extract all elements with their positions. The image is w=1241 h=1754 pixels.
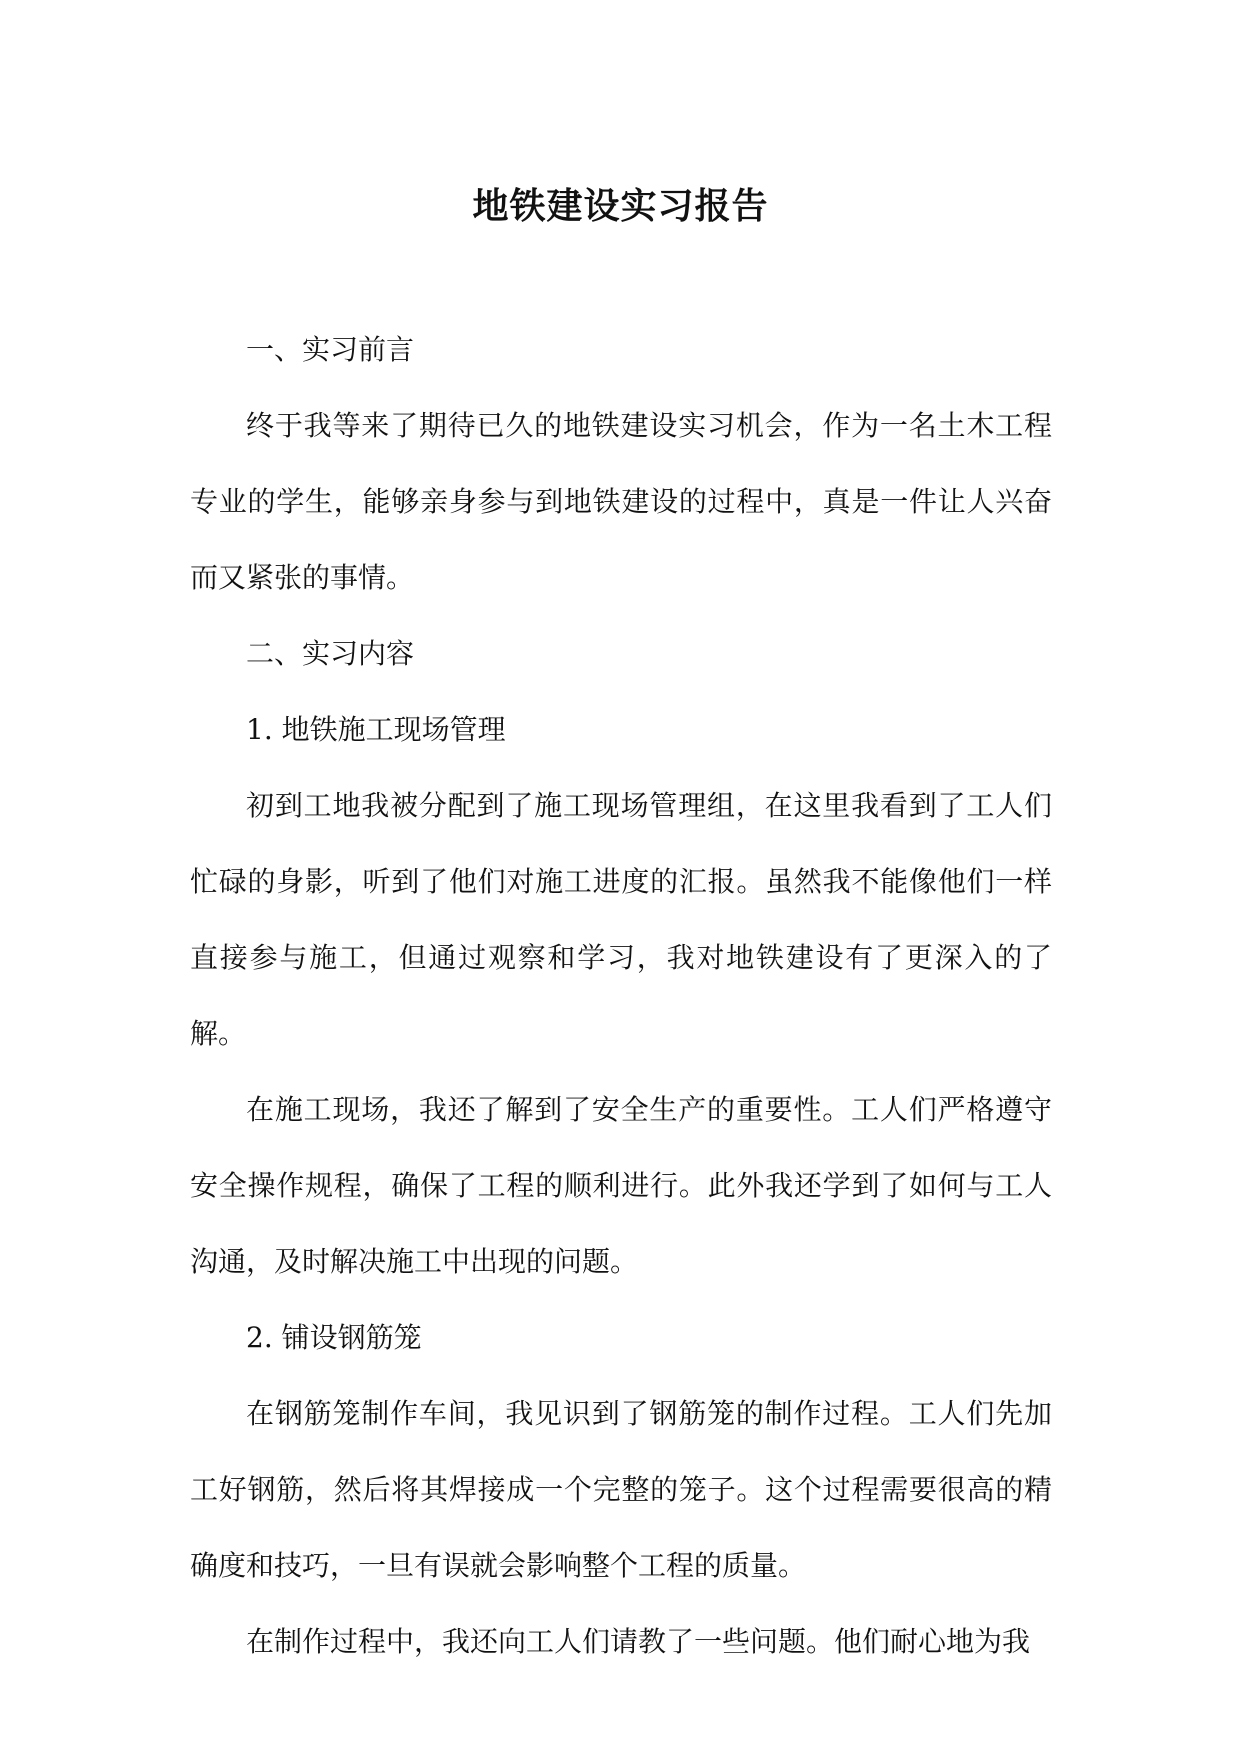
paragraph-site-management-2: 在施工现场，我还了解到了安全生产的重要性。工人们严格遵守安全操作规程，确保了工程的顺利进行。此外我还学到了如何与工人沟通，及时解决施工中出现的问题。	[190, 1093, 1052, 1278]
paragraph-preface: 终于我等来了期待已久的地铁建设实习机会，作为一名土木工程专业的学生，能够亲身参与到地铁建设的过程中，真是一件让人兴奋而又紧张的事情。	[190, 409, 1052, 594]
section-heading-content: 二、实习内容	[246, 637, 415, 670]
document-body	[190, 312, 1052, 1680]
paragraph-rebar-cage-2: 在制作过程中，我还向工人们请教了一些问题。他们耐心地为我	[246, 1625, 1031, 1658]
section-heading-preface: 一、实习前言	[246, 333, 415, 366]
paragraph-site-management-1: 初到工地我被分配到了施工现场管理组，在这里我看到了工人们忙碌的身影，听到了他们对施工进度的汇报。虽然我不能像他们一样直接参与施工，但通过观察和学习，我对地铁建设有了更深入的了解。	[190, 789, 1052, 1050]
subsection-heading-rebar-cage: 2. 铺设钢筋笼	[246, 1321, 422, 1354]
paragraph-rebar-cage-1: 在钢筋笼制作车间，我见识到了钢筋笼的制作过程。工人们先加工好钢筋，然后将其焊接成一个完整的笼子。这个过程需要很高的精确度和技巧，一旦有误就会影响整个工程的质量。	[190, 1397, 1052, 1582]
document-title: 地铁建设实习报告	[472, 185, 769, 227]
subsection-heading-site-management: 1. 地铁施工现场管理	[246, 713, 506, 746]
